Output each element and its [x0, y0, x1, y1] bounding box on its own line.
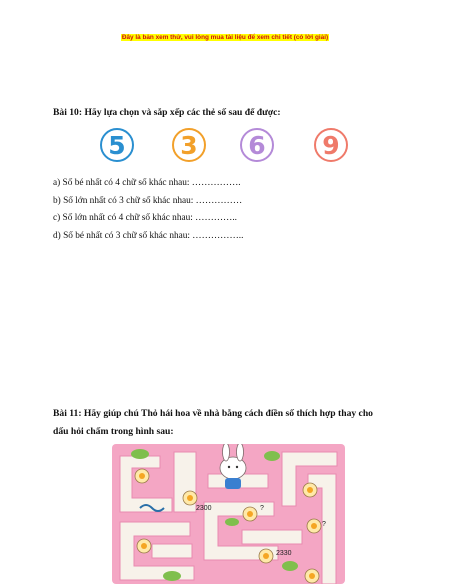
- question-a: a) Số bé nhất có 4 chữ số khác nhau: …………….: [53, 178, 241, 188]
- exercise-10-title: Bài 10: Hãy lựa chọn và sắp xếp các thẻ số sau để được:: [53, 107, 281, 118]
- maze-label-question-1: ?: [260, 505, 264, 512]
- number-card-5: 5: [100, 128, 134, 162]
- maze-label-question-2: ?: [322, 521, 326, 528]
- maze-illustration: [112, 444, 345, 584]
- maze-drawing: [112, 444, 345, 584]
- number-card-6: 6: [240, 128, 274, 162]
- exercise-11-title-line2: dấu hỏi chấm trong hình sau:: [53, 426, 174, 437]
- preview-banner-text: Đây là bản xem thử, vui lòng mua tài liệu để xem chi tiết (có lời giải): [121, 34, 329, 41]
- question-d: d) Số bé nhất có 3 chữ số khác nhau: ……………..: [53, 231, 244, 241]
- maze-label-2300: 2300: [196, 505, 212, 512]
- question-c: c) Số lớn nhất có 4 chữ số khác nhau: …………..: [53, 213, 237, 223]
- preview-banner: [0, 26, 450, 44]
- question-b: b) Số lớn nhất có 3 chữ số khác nhau: ……………: [53, 196, 243, 206]
- number-cards: [100, 128, 356, 166]
- number-card-9: 9: [314, 128, 348, 162]
- number-card-3: 3: [172, 128, 206, 162]
- exercise-11-title-line1: Bài 11: Hãy giúp chú Thỏ hái hoa về nhà bằng cách điền số thích hợp thay cho: [53, 408, 373, 419]
- maze-label-2330: 2330: [276, 550, 292, 557]
